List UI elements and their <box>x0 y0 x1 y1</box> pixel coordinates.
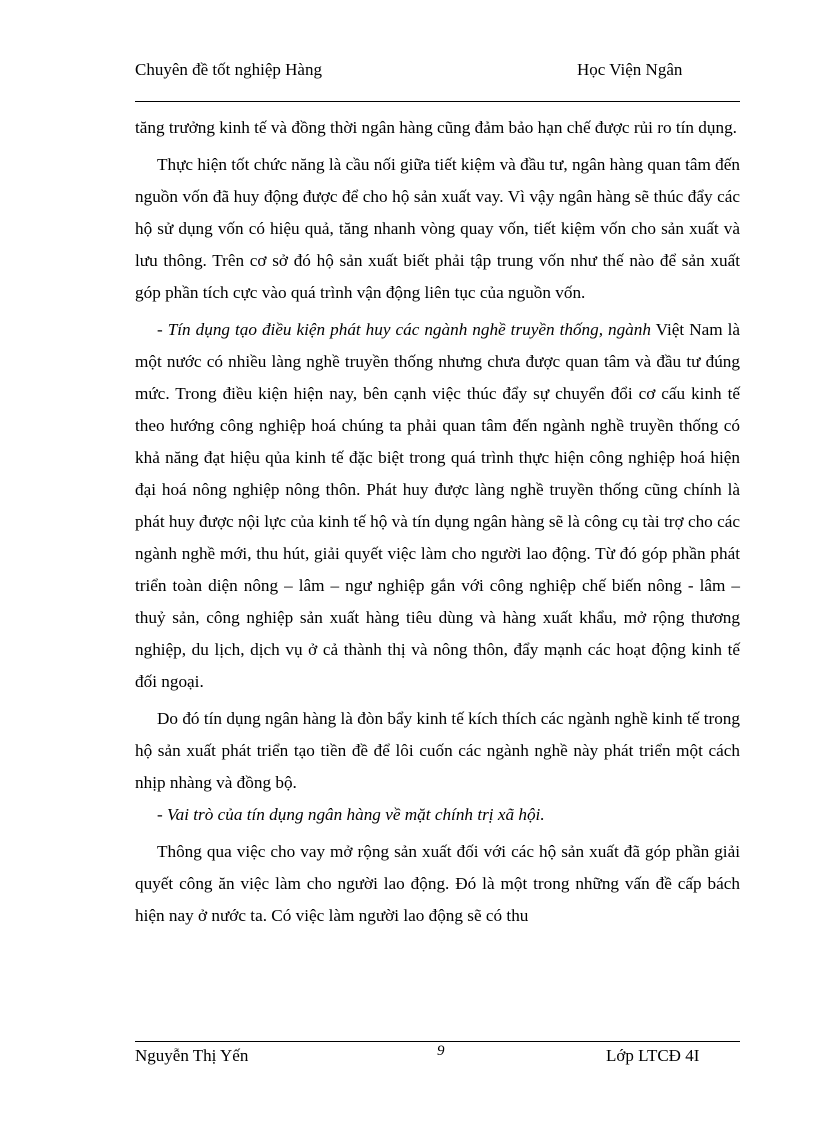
paragraph-3-text: Việt Nam là một nước có nhiều làng nghề truyền thống nhưng chưa được quan tâm và đầu tư đúng mức. Trong điều kiện hiện nay, bên cạnh việc thúc đẩy sự chuyển đổi cơ cấu kinh tế theo hướng công nghiệp hoá chúng ta phải quan tâm đến ngành nghề truyền thống có khả năng đạt hiệu qủa kinh tế đặc biệt trong quá trình thực hiện công nghiệp hoá hiện đại hoá nông nghiệp nông thôn. Phát huy được làng nghề truyền thống cũng chính là phát huy được nội lực của kinh tế hộ và tín dụng ngân hàng sẽ là công cụ tài trợ cho các ngành nghề mới, thu hút, giải quyết việc làm cho người lao động. Từ đó góp phần phát triển toàn diện nông – lâm – ngư nghiệp gắn với công nghiệp chế biến nông - lâm – thuỷ sản, công nghiệp sản xuất hàng tiêu dùng và hàng xuất khẩu, mở rộng thương nghiệp, du lịch, dịch vụ ở cả thành thị và nông thôn, đẩy mạnh các hoạt động kinh tế đối ngoại. <box>135 320 740 691</box>
paragraph-6: Thông qua việc cho vay mở rộng sản xuất đối với các hộ sản xuất đã góp phần giải quyết công ăn việc làm cho người lao động. Đó là một trong những vấn đề cấp bách hiện nay ở nước ta. Có việc làm người lao động sẽ có thu <box>135 842 740 925</box>
paragraph-1: tăng trưởng kinh tế và đồng thời ngân hàng cũng đảm bảo hạn chế được rủi ro tín dụng. <box>135 118 737 137</box>
header-divider <box>135 101 740 102</box>
page-body <box>135 112 740 932</box>
paragraph-2: Thực hiện tốt chức năng là cầu nối giữa tiết kiệm và đầu tư, ngân hàng quan tâm đến nguồn vốn đã huy động được để cho hộ sản xuất vay. Vì vậy ngân hàng sẽ thúc đẩy các hộ sử dụng vốn có hiệu quả, tăng nhanh vòng quay vốn, tiết kiệm vốn cho sản xuất và lưu thông. Trên cơ sở đó hộ sản xuất biết phải tập trung vốn như thế nào để sản xuất góp phần tích cực vào quá trình vận động liên tục của nguồn vốn. <box>135 155 740 302</box>
footer-class: Lớp LTCĐ 4I <box>606 1046 700 1065</box>
paragraph-3 <box>135 314 740 698</box>
paragraph-5-italic-heading: - Vai trò của tín dụng ngân hàng về mặt chính trị xã hội. <box>157 805 545 824</box>
paragraph-3-italic-lead: - Tín dụng tạo điều kiện phát huy các ngành nghề truyền thống, ngành <box>157 320 651 339</box>
header-left-title: Chuyên đề tốt nghiệp Hàng <box>135 60 322 79</box>
header-right-title: Học Viện Ngân <box>577 60 683 79</box>
page-number: 9 <box>437 1043 445 1059</box>
paragraph-4: Do đó tín dụng ngân hàng là đòn bẩy kinh tế kích thích các ngành nghề kinh tế trong hộ sản xuất phát triển tạo tiền đề để lôi cuốn các ngành nghề này phát triển một cách nhịp nhàng và đồng bộ. <box>135 709 740 792</box>
footer-author: Nguyễn Thị Yến <box>135 1046 249 1065</box>
